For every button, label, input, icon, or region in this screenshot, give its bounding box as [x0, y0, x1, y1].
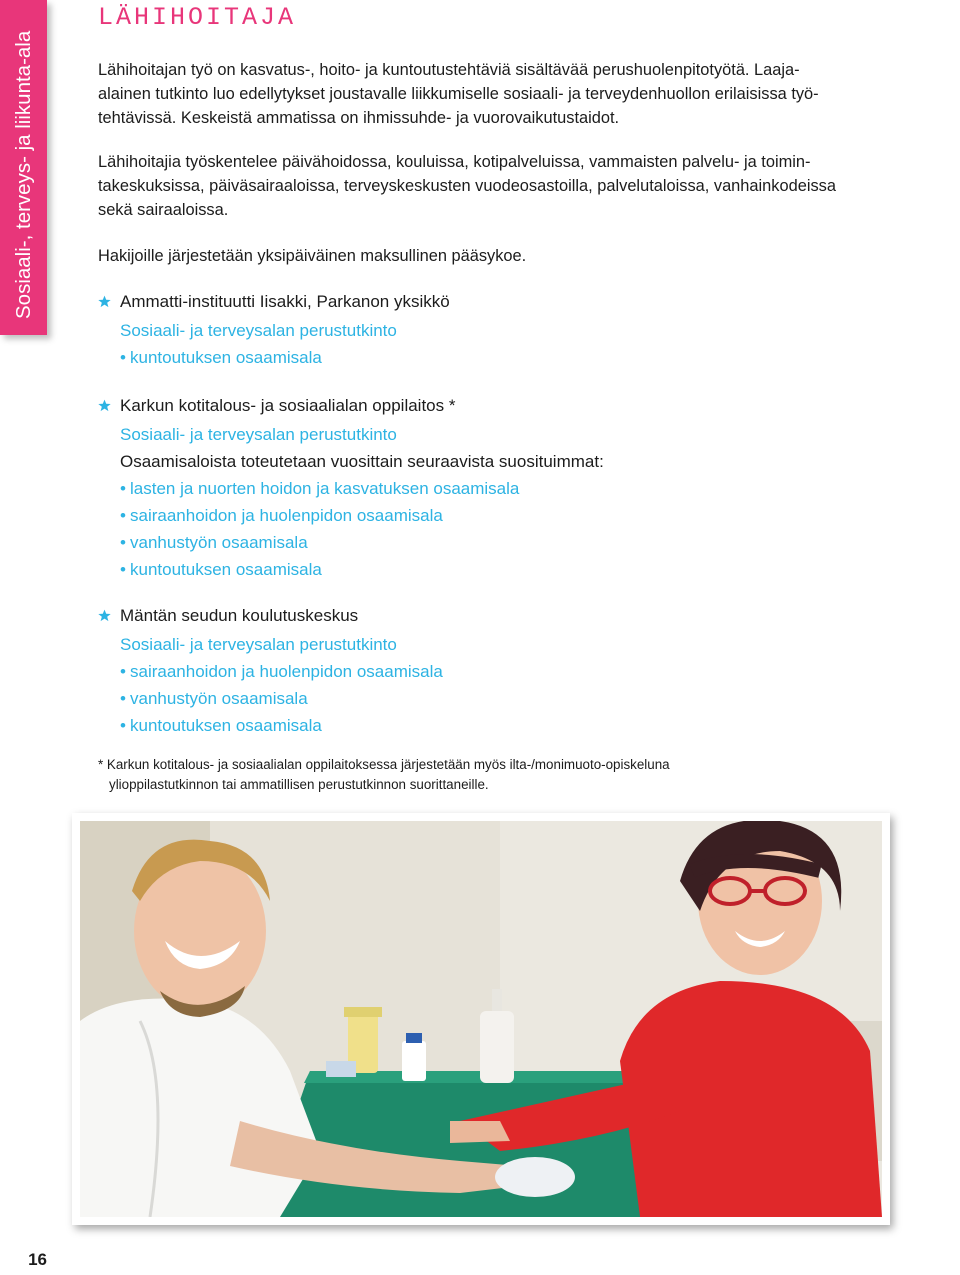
photo-frame — [72, 813, 890, 1225]
workplaces-line: takeskuksissa, päiväsairaaloissa, terveyskeskusten vuodeosastoilla, palvelutaloissa, vanhainkodeissa — [98, 177, 836, 195]
intro-line: Lähihoitajan työ on kasvatus-, hoito- ja kuntoutustehtäviä sisältävää perushuolenpitotyötä. Laaja- — [98, 61, 800, 79]
bullet-icon: • — [120, 689, 126, 708]
page-title: LÄHIHOITAJA — [98, 3, 297, 32]
program-label: lasten ja nuorten hoidon ja kasvatuksen osaamisala — [130, 479, 520, 498]
bullet-icon: • — [120, 506, 126, 525]
school-note: Osaamisaloista toteutetaan vuosittain seuraavista suosituimmat: — [120, 452, 604, 471]
admission-paragraph — [98, 244, 898, 268]
page-number: 16 — [0, 1250, 47, 1275]
school-header — [98, 394, 898, 421]
program-label: vanhustyön osaamisala — [130, 533, 308, 552]
photo-nurse-with-patient — [80, 821, 882, 1217]
school-header — [98, 290, 898, 317]
footnote-line: * Karkun kotitalous- ja sosiaalialan oppilaitoksessa järjestetään myös ilta-/monimuoto-opiskeluna — [98, 757, 670, 772]
star-icon — [98, 399, 111, 412]
program-item — [98, 685, 898, 712]
school-entry — [98, 394, 898, 583]
bullet-icon: • — [120, 533, 126, 552]
school-degree: Sosiaali- ja terveysalan perustutkinto — [120, 425, 397, 444]
bullet-icon: • — [120, 348, 126, 367]
footnote — [98, 755, 918, 795]
intro-line: tehtävissä. Keskeistä ammatissa on ihmissuhde- ja vuorovaikutustaidot. — [98, 109, 620, 127]
bullet-icon: • — [120, 560, 126, 579]
footnote-line: ylioppilastutkinnon tai ammatillisen perustutkinnon suorittaneille. — [109, 777, 489, 792]
school-entry — [98, 290, 898, 371]
school-degree: Sosiaali- ja terveysalan perustutkinto — [120, 321, 397, 340]
star-icon — [98, 295, 111, 308]
program-item — [98, 475, 898, 502]
school-header — [98, 604, 898, 631]
school-entry — [98, 604, 898, 739]
program-item — [98, 344, 898, 371]
program-label: kuntoutuksen osaamisala — [130, 716, 322, 735]
section-side-tab-label: Sosiaali-, terveys- ja liikunta-ala — [12, 30, 35, 319]
school-name: Mäntän seudun koulutuskeskus — [120, 606, 359, 625]
program-label: vanhustyön osaamisala — [130, 689, 308, 708]
bullet-icon: • — [120, 662, 126, 681]
program-item — [98, 556, 898, 583]
school-degree: Sosiaali- ja terveysalan perustutkinto — [120, 635, 397, 654]
program-label: sairaanhoidon ja huolenpidon osaamisala — [130, 506, 443, 525]
workplaces-line: Lähihoitajia työskentelee päivähoidossa, kouluissa, kotipalveluissa, vammaisten palvelu- ja toimin- — [98, 153, 811, 171]
program-label: sairaanhoidon ja huolenpidon osaamisala — [130, 662, 443, 681]
bullet-icon: • — [120, 716, 126, 735]
bullet-icon: • — [120, 479, 126, 498]
section-side-tab — [0, 0, 47, 335]
intro-line: alainen tutkinto luo edellytykset joustavalle liikkumiselle sosiaali- ja terveydenhuollon erilaisissa työ- — [98, 85, 819, 103]
program-item — [98, 529, 898, 556]
program-item — [98, 658, 898, 685]
program-item — [98, 502, 898, 529]
workplaces-line: sekä sairaaloissa. — [98, 201, 229, 219]
workplaces-paragraph — [98, 150, 898, 222]
program-label: kuntoutuksen osaamisala — [130, 560, 322, 579]
school-name: Ammatti-instituutti Iisakki, Parkanon yksikkö — [120, 292, 450, 311]
intro-paragraph — [98, 58, 898, 130]
program-label: kuntoutuksen osaamisala — [130, 348, 322, 367]
star-icon — [98, 609, 111, 622]
admission-text: Hakijoille järjestetään yksipäiväinen maksullinen pääsykoe. — [98, 247, 527, 265]
school-name: Karkun kotitalous- ja sosiaalialan oppilaitos * — [120, 396, 456, 415]
program-item — [98, 712, 898, 739]
